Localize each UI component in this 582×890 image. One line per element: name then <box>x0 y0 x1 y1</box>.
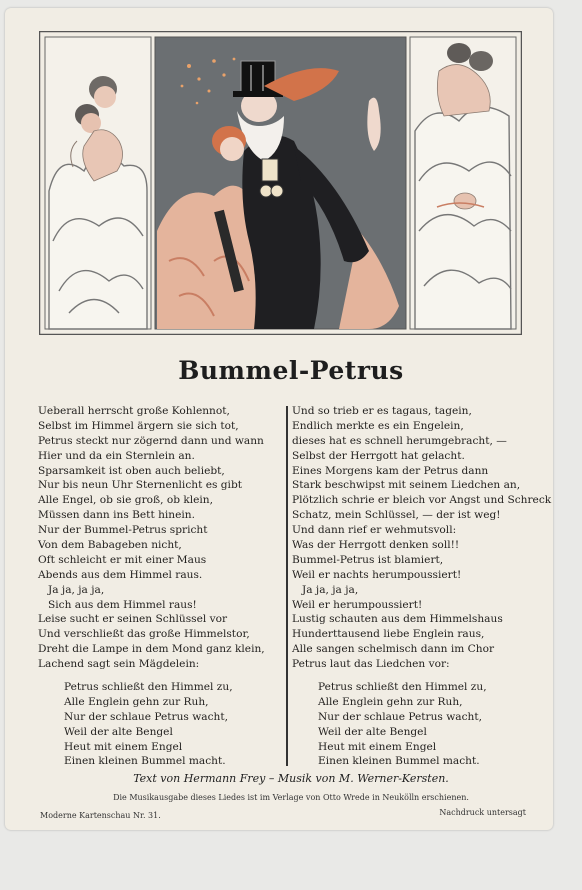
lyric-line: Heut mit einem Engel <box>64 740 183 753</box>
lyric-line: Einen kleinen Bummel macht. <box>64 755 226 768</box>
lyric-line: Endlich merkte es ein Engelein, <box>292 419 464 432</box>
lyric-line: Sich aus dem Himmel raus! <box>48 598 197 611</box>
lyric-line: Ueberall herrscht große Kohlennot, <box>38 405 230 417</box>
lyric-line: Oft schleicht er mit einer Maus <box>38 553 207 566</box>
lyric-line: Dreht die Lampe in dem Mond ganz klein, <box>38 643 265 656</box>
lyric-line: Weil der alte Bengel <box>64 725 173 738</box>
publisher-note: Die Musikausgabe dieses Liedes ist im Verlage von Otto Wrede in Neukölln erschienen. <box>113 793 469 802</box>
lyric-line: dieses hat es schnell herumgebracht, — <box>292 434 507 447</box>
credits: Text von Hermann Frey – Musik von M. Werner-Kersten. <box>133 772 449 785</box>
lyric-line: Alle sangen schelmisch dann im Chor <box>292 643 495 656</box>
lyric-line: Weil er nachts herumpoussiert! <box>292 568 462 581</box>
lyric-line: Alle Englein gehn zur Ruh, <box>318 695 463 708</box>
lyric-line: Petrus schließt den Himmel zu, <box>318 681 487 694</box>
series-label: Moderne Kartenschau Nr. 31. <box>40 811 161 820</box>
lyric-line: Heut mit einem Engel <box>318 740 437 753</box>
column-divider <box>286 406 288 766</box>
lyric-line: Nur der schlaue Petrus wacht, <box>64 710 228 723</box>
lyric-line: Und dann rief er wehmutsvoll: <box>292 524 457 537</box>
lyric-line: Ja ja, ja ja, <box>48 583 105 596</box>
lyric-line: Leise sucht er seinen Schlüssel vor <box>38 613 228 626</box>
lyric-line: Stark beschwipst mit seinem Liedchen an, <box>292 479 521 492</box>
lyric-line: Nur der schlaue Petrus wacht, <box>318 710 482 723</box>
lyric-line: Ja ja, ja ja, <box>302 583 359 596</box>
lyric-line: Schatz, mein Schlüssel, — der ist weg! <box>292 509 501 522</box>
lyric-line: Alle Englein gehn zur Ruh, <box>64 695 209 708</box>
lyric-line: Nur der Bummel-Petrus spricht <box>38 524 208 537</box>
petrus-scene <box>155 37 406 329</box>
lyric-line: Abends aus dem Himmel raus. <box>38 568 203 581</box>
lyrics-right-column <box>292 404 552 769</box>
lyric-line: Lustig schauten aus dem Himmelshaus <box>292 613 503 626</box>
lyric-line: Petrus laut das Liedchen vor: <box>292 658 450 671</box>
lyric-line: Selbst der Herrgott hat gelacht. <box>292 449 465 462</box>
lyric-line: Lachend sagt sein Mägdelein: <box>38 658 200 671</box>
song-title: Bummel-Petrus <box>178 356 404 385</box>
lyric-line: Und so trieb er es tagaus, tagein, <box>292 405 472 417</box>
left-cherub-panel <box>45 37 151 329</box>
lyric-line: Und verschließt das große Himmelstor, <box>38 628 250 641</box>
lyric-line: Nur bis neun Uhr Sternenlicht es gibt <box>38 479 242 492</box>
stanza-gap <box>292 672 538 680</box>
lyric-line: Weil der alte Bengel <box>318 725 427 738</box>
lyric-line: Bummel-Petrus ist blamiert, <box>292 553 444 566</box>
lyric-line: Sparsamkeit ist oben auch beliebt, <box>38 464 225 477</box>
lyric-line: Weil er herumpoussiert! <box>292 598 423 611</box>
lyric-line: Einen kleinen Bummel macht. <box>318 755 480 768</box>
lyric-line: Hunderttausend liebe Englein raus, <box>292 628 485 641</box>
lyric-line: Petrus steckt nur zögernd dann und wann <box>38 434 264 447</box>
stanza-gap <box>38 672 283 680</box>
illustration <box>39 31 522 335</box>
lyric-line: Müssen dann ins Bett hinein. <box>38 509 195 522</box>
lyric-line: Petrus schließt den Himmel zu, <box>64 681 233 694</box>
lyric-line: Von dem Babageben nicht, <box>38 539 182 552</box>
lyric-line: Was der Herrgott denken soll!! <box>292 539 460 552</box>
lyric-line: Hier und da ein Sternlein an. <box>38 449 195 462</box>
lyric-line: Eines Morgens kam der Petrus dann <box>292 464 489 477</box>
lyric-line: Plötzlich schrie er bleich vor Angst und Schreck <box>292 494 552 507</box>
rights-notice: Nachdruck untersagt <box>439 808 526 817</box>
lyric-line: Selbst im Himmel ärgern sie sich tot, <box>38 419 239 432</box>
lyric-line: Alle Engel, ob sie groß, ob klein, <box>38 494 213 507</box>
right-cherub-panel <box>410 37 516 329</box>
lyrics-left-column <box>38 404 283 769</box>
